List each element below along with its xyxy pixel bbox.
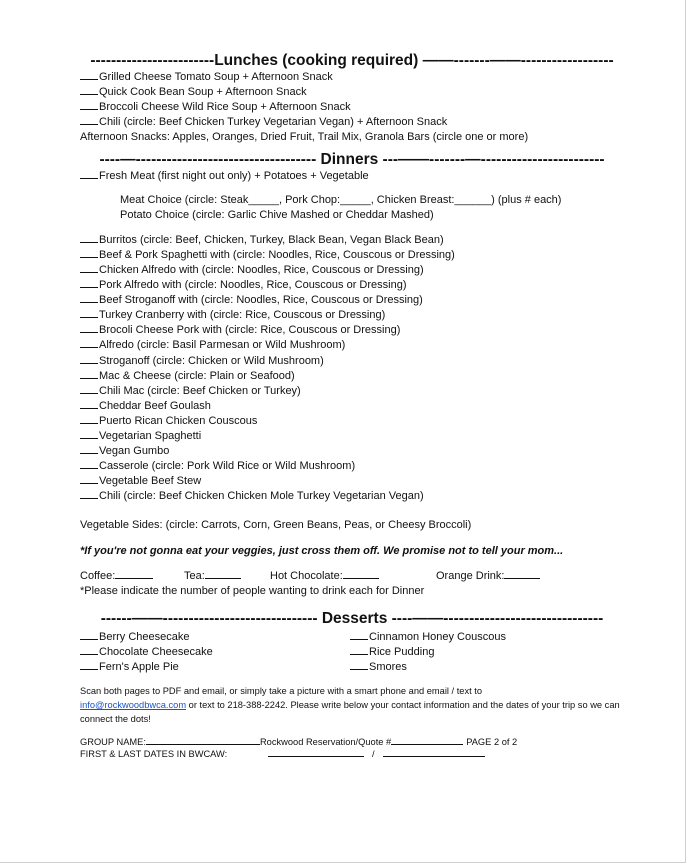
dessert-item: Fern's Apple Pie	[80, 660, 350, 675]
coffee-field: Coffee:	[80, 569, 184, 584]
contact-instructions: Scan both pages to PDF and email, or simply take a picture with a smart phone and email / text to info@rockwoodbwca.com or text to 218-388-2242. Please write below your contact information and the dates of your trip so we can connect the dots!	[80, 685, 620, 724]
dessert-item: Berry Cheesecake	[80, 630, 350, 645]
checkbox-blank[interactable]	[80, 369, 98, 379]
checkbox-blank[interactable]	[80, 293, 98, 303]
dessert-item: Chocolate Cheesecake	[80, 645, 350, 660]
checkbox-blank[interactable]	[80, 248, 98, 258]
checkbox-blank[interactable]	[80, 278, 98, 288]
checkbox-blank[interactable]	[350, 660, 368, 670]
checkbox-blank[interactable]	[80, 308, 98, 318]
checkbox-blank[interactable]	[80, 489, 98, 499]
dinner-item: Cheddar Beef Goulash	[80, 399, 620, 414]
fresh-meat-item: Fresh Meat (first night out only) + Potatoes + Vegetable	[80, 169, 620, 184]
checkbox-blank[interactable]	[350, 645, 368, 655]
lunch-item: Quick Cook Bean Soup + Afternoon Snack	[80, 85, 620, 100]
dinner-item: Vegetable Beef Stew	[80, 474, 620, 489]
checkbox-blank[interactable]	[80, 354, 98, 364]
dinner-item: Mac & Cheese (circle: Plain or Seafood)	[80, 369, 620, 384]
dinner-list	[80, 233, 620, 505]
dinner-item: Chili (circle: Beef Chicken Chicken Mole Turkey Vegetarian Vegan)	[80, 489, 620, 504]
dinners-header: ----—----------------------------------- Dinners ---——-------—------------------------	[99, 151, 605, 169]
meat-choice: Meat Choice (circle: Steak_____, Pork Chop:_____, Chicken Breast:______) (plus # each)	[120, 193, 562, 206]
dinner-item: Stroganoff (circle: Chicken or Wild Mushroom)	[80, 354, 620, 369]
dinner-item: Vegan Gumbo	[80, 444, 620, 459]
hot-chocolate-blank[interactable]	[343, 569, 379, 579]
checkbox-blank[interactable]	[80, 384, 98, 394]
tea-blank[interactable]	[205, 569, 241, 579]
dinner-item: Alfredo (circle: Basil Parmesan or Wild Mushroom)	[80, 338, 620, 353]
orange-drink-blank[interactable]	[504, 569, 540, 579]
dinner-item: Pork Alfredo with (circle: Noodles, Rice, Couscous or Dressing)	[80, 278, 620, 293]
dinner-item: Chili Mac (circle: Beef Chicken or Turkey)	[80, 384, 620, 399]
lunch-item: Broccoli Cheese Wild Rice Soup + Afternoon Snack	[80, 100, 620, 115]
checkbox-blank[interactable]	[80, 645, 98, 655]
dinner-item: Puerto Rican Chicken Couscous	[80, 414, 620, 429]
checkbox-blank[interactable]	[80, 399, 98, 409]
group-name-row: GROUP NAME: Rockwood Reservation/Quote # PAGE 2 of 2	[80, 736, 518, 747]
first-date-blank[interactable]	[268, 748, 364, 757]
checkbox-blank[interactable]	[80, 323, 98, 333]
checkbox-blank[interactable]	[80, 100, 98, 110]
orange-drink-field: Orange Drink:	[436, 569, 540, 584]
dinner-item: Casserole (circle: Pork Wild Rice or Wild Mushroom)	[80, 459, 620, 474]
potato-choice: Potato Choice (circle: Garlic Chive Mashed or Cheddar Mashed)	[120, 208, 434, 221]
afternoon-snacks-note: Afternoon Snacks: Apples, Oranges, Dried Fruit, Trail Mix, Granola Bars (circle one or more)	[80, 131, 529, 144]
lunches-header: ------------------------Lunches (cooking required) ——-------——------------------	[90, 52, 614, 69]
reservation-blank[interactable]	[391, 736, 463, 745]
checkbox-blank[interactable]	[80, 630, 98, 640]
dinner-item: Beef Stroganoff with (circle: Noodles, Rice, Couscous or Dressing)	[80, 293, 620, 308]
vegetable-sides: Vegetable Sides: (circle: Carrots, Corn, Green Beans, Peas, or Cheesy Broccoli)	[80, 519, 472, 532]
dessert-item: Smores	[350, 660, 620, 675]
checkbox-blank[interactable]	[80, 444, 98, 454]
checkbox-blank[interactable]	[80, 459, 98, 469]
menu-form-page	[80, 52, 620, 760]
dessert-list	[80, 630, 620, 675]
checkbox-blank[interactable]	[80, 414, 98, 424]
hot-chocolate-field: Hot Chocolate:	[270, 569, 436, 584]
checkbox-blank[interactable]	[80, 115, 98, 125]
last-date-blank[interactable]	[383, 748, 485, 757]
checkbox-blank[interactable]	[350, 630, 368, 640]
dessert-item: Cinnamon Honey Couscous	[350, 630, 620, 645]
dates-row: FIRST & LAST DATES IN BWCAW: /	[80, 748, 620, 760]
dinner-item: Turkey Cranberry with (circle: Rice, Couscous or Dressing)	[80, 308, 620, 323]
checkbox-blank[interactable]	[80, 70, 98, 80]
lunch-list	[80, 70, 620, 130]
checkbox-blank[interactable]	[80, 263, 98, 273]
drinks-row	[80, 569, 620, 584]
checkbox-blank[interactable]	[80, 660, 98, 670]
email-link[interactable]: info@rockwoodbwca.com	[80, 699, 187, 710]
dessert-col-left	[80, 630, 350, 675]
veggie-note: *If you're not gonna eat your veggies, just cross them off. We promise not to tell your mom...	[80, 544, 564, 557]
coffee-blank[interactable]	[115, 569, 153, 579]
checkbox-blank[interactable]	[80, 338, 98, 348]
lunch-item: Chili (circle: Beef Chicken Turkey Vegetarian Vegan) + Afternoon Snack	[80, 115, 620, 130]
drinks-note: *Please indicate the number of people wanting to drink each for Dinner	[80, 584, 425, 597]
checkbox-blank[interactable]	[80, 85, 98, 95]
dinner-item: Vegetarian Spaghetti	[80, 429, 620, 444]
checkbox-blank[interactable]	[80, 474, 98, 484]
checkbox-blank[interactable]	[80, 429, 98, 439]
dinner-item: Chicken Alfredo with (circle: Noodles, Rice, Couscous or Dressing)	[80, 263, 620, 278]
checkbox-blank[interactable]	[80, 169, 98, 179]
dinner-item: Beef & Pork Spaghetti with (circle: Noodles, Rice, Couscous or Dressing)	[80, 248, 620, 263]
tea-field: Tea:	[184, 569, 270, 584]
dessert-col-right	[350, 630, 620, 675]
dinner-item: Burritos (circle: Beef, Chicken, Turkey, Black Bean, Vegan Black Bean)	[80, 233, 620, 248]
dessert-item: Rice Pudding	[350, 645, 620, 660]
desserts-header: ------——------------------------------ Desserts ----——-------------------------------	[100, 609, 604, 627]
group-name-blank[interactable]	[146, 736, 260, 745]
dinner-item: Brocoli Cheese Pork with (circle: Rice, Couscous or Dressing)	[80, 323, 620, 338]
checkbox-blank[interactable]	[80, 233, 98, 243]
lunch-item: Grilled Cheese Tomato Soup + Afternoon Snack	[80, 70, 620, 85]
